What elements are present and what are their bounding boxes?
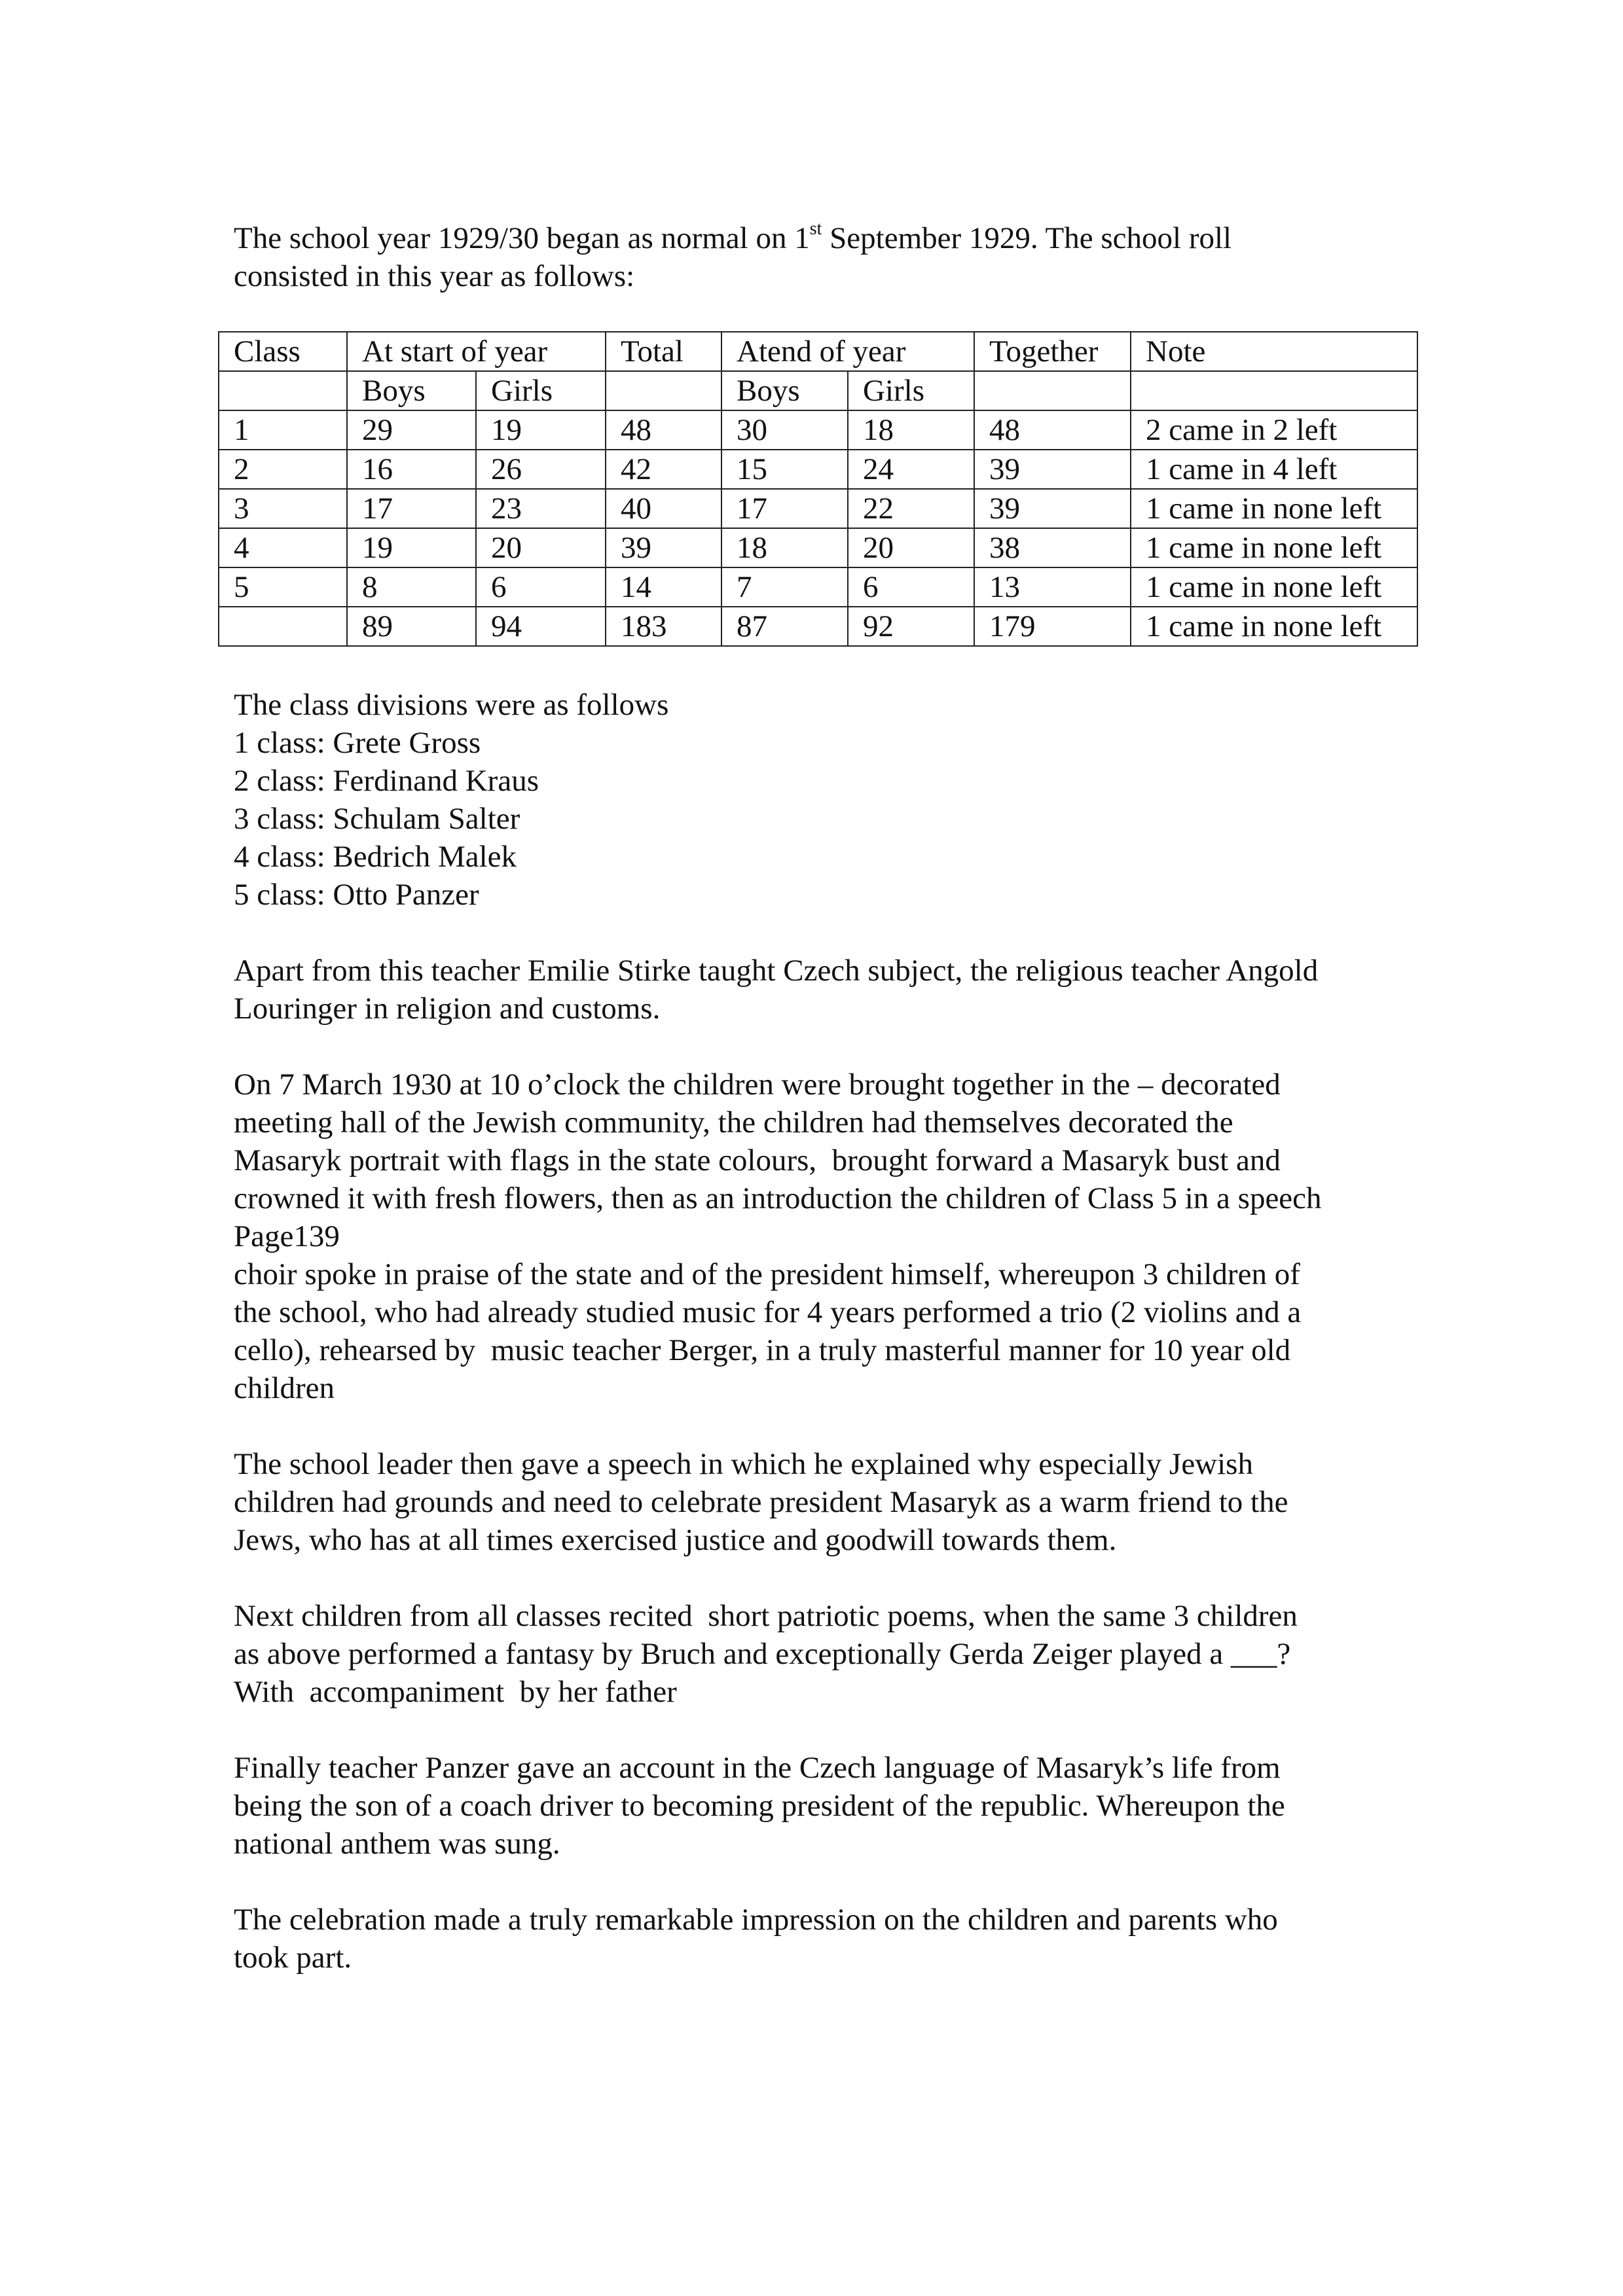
subheader-cell: Girls [476,371,606,410]
table-cell: 89 [347,607,476,646]
table-cell: 2 [219,450,347,489]
page-number-marker: Page139 [234,1219,340,1253]
subheader-cell: Boys [347,371,476,410]
teachers-paragraph [234,952,1412,1028]
table-cell: 39 [606,528,721,567]
paragraph-line: The celebration made a truly remarkable impression on the children and parents who [234,1903,1278,1937]
table-cell: 14 [606,567,721,607]
divisions-heading: The class divisions were as follows [234,688,669,722]
paragraph-line: Jews, who has at all times exercised justice and goodwill towards them. [234,1523,1117,1557]
intro-line-2: consisted in this year as follows: [234,259,635,293]
paragraph-line: The school leader then gave a speech in which he explained why especially Jewish [234,1447,1253,1481]
table-cell: 20 [476,528,606,567]
table-cell: 17 [721,489,848,528]
paragraph-line: being the son of a coach driver to becoming president of the republic. Whereupon the [234,1789,1285,1823]
table-cell: 1 came in none left [1131,567,1417,607]
table-cell: 13 [974,567,1131,607]
table-cell: 1 [219,410,347,450]
paragraph-line: Apart from this teacher Emilie Stirke taught Czech subject, the religious teacher Angold [234,954,1319,988]
table-cell: 4 [219,528,347,567]
table-cell: 1 came in none left [1131,489,1417,528]
header-cell: Class [219,332,347,371]
paragraph-line: children [234,1371,335,1405]
table-cell: 48 [606,410,721,450]
table-header-row [219,332,1417,371]
division-item: 3 class: Schulam Salter [234,802,520,836]
table-row [219,489,1417,528]
table-cell: 20 [848,528,974,567]
table-cell: 6 [476,567,606,607]
table-cell: 1 came in 4 left [1131,450,1417,489]
subheader-cell: Girls [848,371,974,410]
paragraph-line: the school, who had already studied music for 4 years performed a trio (2 violins and a [234,1295,1302,1329]
paragraph-line: children had grounds and need to celebrate president Masaryk as a warm friend to the [234,1485,1288,1519]
table-cell: 1 came in none left [1131,528,1417,567]
table-cell: 38 [974,528,1131,567]
table-cell: 42 [606,450,721,489]
division-item: 1 class: Grete Gross [234,726,481,760]
subheader-cell [1131,371,1417,410]
table-cell: 6 [848,567,974,607]
table-cell: 18 [848,410,974,450]
paragraph-line: took part. [234,1941,352,1975]
paragraph-line: crowned it with fresh flowers, then as an introduction the children of Class 5 in a speech [234,1181,1322,1215]
table-cell: 16 [347,450,476,489]
table-cell [219,607,347,646]
table-row [219,410,1417,450]
subheader-cell [606,371,721,410]
table-cell: 19 [347,528,476,567]
paragraph-line: choir spoke in praise of the state and of the president himself, whereupon 3 children of [234,1257,1300,1291]
division-item: 4 class: Bedrich Malek [234,840,517,874]
paragraph-line: national anthem was sung. [234,1827,560,1861]
header-cell: At start of year [347,332,606,371]
document-page [234,219,1412,1977]
table-cell: 24 [848,450,974,489]
table-subheader-row [219,371,1417,410]
paragraph-line: On 7 March 1930 at 10 o’clock the children were brought together in the – decorated [234,1067,1281,1102]
table-cell: 2 came in 2 left [1131,410,1417,450]
table-cell: 29 [347,410,476,450]
school-roll-table [218,331,1418,647]
table-cell: 87 [721,607,848,646]
table-cell: 23 [476,489,606,528]
table-cell: 8 [347,567,476,607]
header-cell: Atend of year [721,332,974,371]
table-cell: 7 [721,567,848,607]
table-cell: 19 [476,410,606,450]
table-cell: 183 [606,607,721,646]
table-cell: 39 [974,489,1131,528]
table-cell: 39 [974,450,1131,489]
poems-paragraph [234,1597,1412,1711]
paragraph-line: With accompaniment by her father [234,1675,677,1709]
table-cell: 15 [721,450,848,489]
table-cell: 92 [848,607,974,646]
subheader-cell [219,371,347,410]
division-item: 2 class: Ferdinand Kraus [234,764,539,798]
table-cell: 22 [848,489,974,528]
paragraph-line: meeting hall of the Jewish community, the children had themselves decorated the [234,1105,1233,1139]
table-cell: 179 [974,607,1131,646]
intro-text-part1: The school year 1929/30 began as normal on 1 [234,221,810,255]
table-cell: 17 [347,489,476,528]
paragraph-line: Masaryk portrait with flags in the state colours, brought forward a Masaryk bust and [234,1143,1281,1177]
subheader-cell [974,371,1131,410]
table-cell: 1 came in none left [1131,607,1417,646]
table-cell: 18 [721,528,848,567]
division-item: 5 class: Otto Panzer [234,878,479,912]
table-cell: 5 [219,567,347,607]
speech-paragraph [234,1445,1412,1559]
celebration-paragraph [234,1066,1412,1407]
intro-paragraph [234,219,1412,295]
table-cell: 40 [606,489,721,528]
table-cell: 94 [476,607,606,646]
closing-paragraph [234,1901,1412,1977]
table-row [219,450,1417,489]
table-cell: 3 [219,489,347,528]
table-cell: 48 [974,410,1131,450]
subheader-cell: Boys [721,371,848,410]
paragraph-line: as above performed a fantasy by Bruch and exceptionally Gerda Zeiger played a ___? [234,1637,1291,1671]
paragraph-line: cello), rehearsed by music teacher Berger, in a truly masterful manner for 10 year old [234,1333,1291,1367]
intro-text-part2: September 1929. The school roll [822,221,1232,255]
table-cell: 30 [721,410,848,450]
intro-superscript: st [809,219,822,240]
header-cell: Note [1131,332,1417,371]
paragraph-line: Next children from all classes recited short patriotic poems, when the same 3 children [234,1599,1298,1633]
table-row [219,528,1417,567]
header-cell: Together [974,332,1131,371]
table-totals-row [219,607,1417,646]
class-divisions-list [234,686,1412,914]
paragraph-line: Louringer in religion and customs. [234,992,661,1026]
account-paragraph [234,1749,1412,1863]
table-row [219,567,1417,607]
table-cell: 26 [476,450,606,489]
header-cell: Total [606,332,721,371]
paragraph-line: Finally teacher Panzer gave an account in the Czech language of Masaryk’s life from [234,1751,1281,1785]
